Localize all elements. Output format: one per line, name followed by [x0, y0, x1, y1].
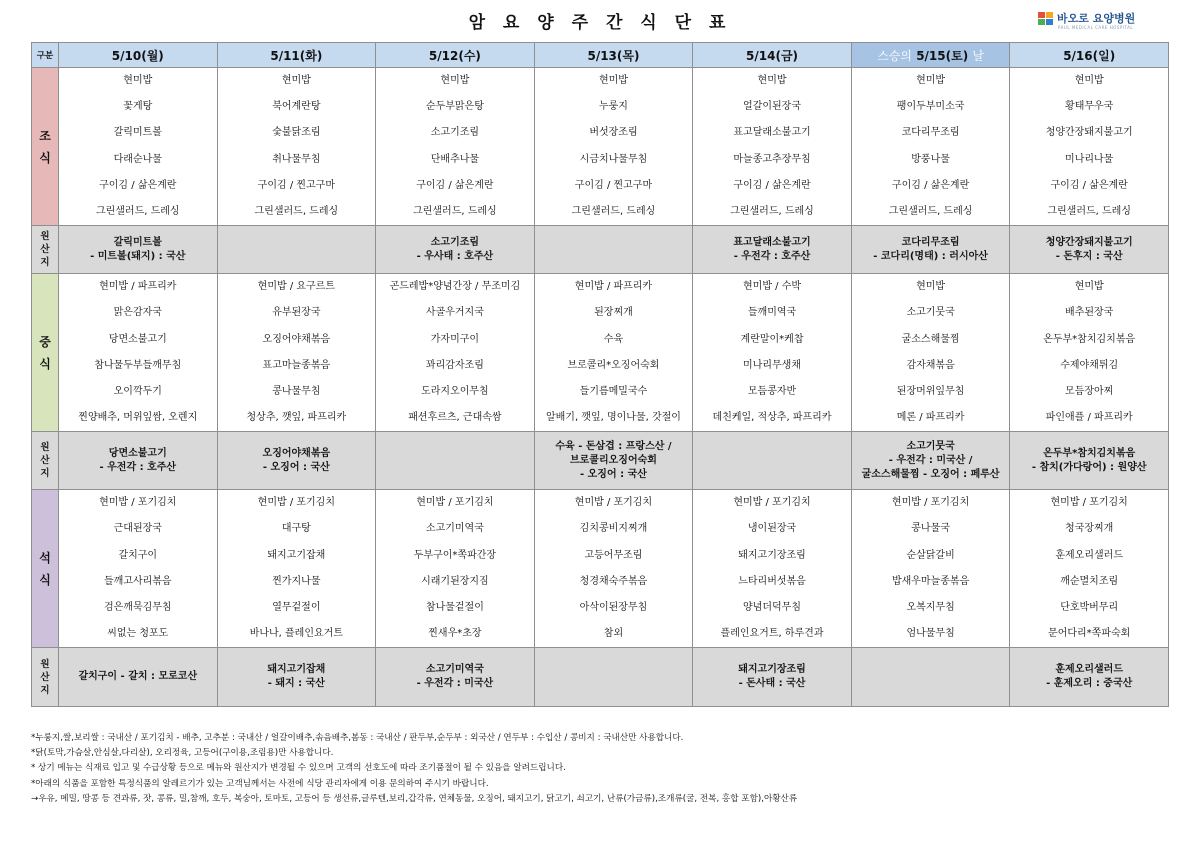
menu-item: 소고기조림	[430, 127, 480, 139]
meal-cell	[59, 490, 218, 648]
menu-item: 황태무우국	[1065, 101, 1114, 113]
menu-item: 검은깨묵김무침	[103, 602, 172, 613]
origin-row	[32, 432, 1169, 490]
menu-item: 그린샐러드, 드레싱	[95, 205, 180, 217]
menu-item: 청경채숙주볶음	[579, 575, 648, 587]
menu-item: 그린샐러드, 드레싱	[730, 205, 814, 217]
origin-cell	[851, 648, 1010, 707]
menu-item: 현미밥 / 파프리카	[574, 281, 653, 293]
menu-item: 구이김 / 찐고구마	[257, 179, 336, 191]
origin-cell: 온두부*참치김치볶음 - 참치(가다랑어) : 원양산	[1010, 432, 1169, 490]
menu-item: 소고기뭇국	[906, 307, 955, 319]
day-header: 5/12(수)	[376, 43, 535, 68]
menu-item: 패션후르츠, 근대속쌈	[408, 412, 502, 424]
menu-item: 굴소스해물찜	[901, 333, 960, 345]
origin-cell: 갈릭미트볼 - 미트볼(돼지) : 국산	[59, 226, 218, 274]
day-header-saturday	[851, 43, 1010, 68]
menu-item: 콩나물무침	[272, 385, 321, 397]
menu-item: 그린샐러드, 드레싱	[413, 205, 497, 217]
day-header: 5/10(월)	[59, 43, 218, 68]
origin-row	[32, 648, 1169, 707]
page-title: 암 요 양 주 간 식 단 표	[468, 13, 732, 33]
meal-row	[32, 274, 1169, 432]
meal-cell	[534, 490, 693, 648]
meal-cell	[851, 490, 1010, 648]
menu-item: 브로콜리*오징어숙회	[567, 359, 660, 371]
meal-cell	[534, 68, 693, 226]
menu-item: 다래순나물	[113, 153, 162, 165]
menu-item: 계란말이*케찹	[740, 333, 804, 345]
note-line: *아래의 식품을 포함한 특정식품의 알레르기가 있는 고객님께서는 사전에 식당 관리자에게 이용 문의하여 주시기 바랍니다.	[31, 778, 489, 789]
menu-item: 참나물두부들깨무침	[94, 359, 182, 371]
meal-cell	[693, 68, 852, 226]
origin-cell: 소고기조림 - 우사태 : 호주산	[376, 226, 535, 274]
menu-item: 숯불닭조림	[272, 127, 321, 139]
menu-item: 꽈리감자조림	[425, 359, 484, 371]
meal-cell	[693, 490, 852, 648]
hospital-logo	[1038, 10, 1135, 26]
meal-cell	[59, 274, 218, 432]
origin-cell: 소고기뭇국 - 우전각 : 미국산 / 굴소스해물찜 - 오징어 : 페루산	[851, 432, 1010, 490]
menu-item: 취나물무침	[272, 153, 321, 165]
meal-cell	[376, 490, 535, 648]
menu-item: 맑은감자국	[113, 307, 162, 319]
origin-cell: 소고기미역국 - 우전각 : 미국산	[376, 648, 535, 707]
logo-name: 바오로 요양병원	[1057, 12, 1136, 25]
meal-cell	[1010, 274, 1169, 432]
origin-cell: 오징어야채볶음 - 오징어 : 국산	[217, 432, 376, 490]
menu-item: 메론 / 파프리카	[896, 412, 965, 424]
menu-item: 그린샐러드, 드레싱	[1047, 205, 1131, 217]
note-line: *닭(토막,가슴살,안심살,다리살), 오리정육, 고등어(구이용,조림용)만 사용합니다.	[31, 748, 334, 759]
day-header-label: 5/15(토)	[916, 48, 969, 63]
menu-item: 현미밥	[916, 75, 946, 86]
menu-item: 구이김 / 삶은계란	[733, 179, 811, 191]
origin-label: 원 산 지	[32, 226, 59, 274]
menu-item: 그린샐러드, 드레싱	[888, 205, 973, 217]
menu-item: 구이김 / 삶은계란	[1050, 179, 1128, 191]
menu-item: 방풍나물	[911, 153, 950, 165]
header-row	[32, 43, 1169, 68]
menu-item: 열무겉절이	[272, 602, 321, 613]
menu-item: 엄나물무침	[906, 628, 955, 640]
teachers-day-right: 날	[972, 48, 984, 63]
menu-item: 버섯장조림	[589, 127, 638, 139]
menu-item: 가자미구이	[430, 333, 480, 345]
menu-item: 갈치구이	[118, 549, 158, 561]
menu-item: 오이깍두기	[113, 385, 162, 397]
origin-cell: 수육 - 돈삼겹 : 프랑스산 / 브로콜리오징어숙회 - 오징어 : 국산	[534, 432, 693, 490]
menu-item: 구이김 / 삶은계란	[99, 179, 177, 191]
weekly-menu-table	[31, 42, 1169, 707]
menu-item: 청상추, 깻잎, 파프리카	[246, 412, 347, 424]
meal-cell	[59, 68, 218, 226]
menu-item: 깨순멸치조림	[1060, 575, 1119, 587]
menu-item: 고등어무조림	[584, 549, 643, 561]
menu-item: 온두부*참치김치볶음	[1043, 333, 1136, 345]
menu-item: 그린샐러드, 드레싱	[571, 205, 656, 217]
origin-cell: 당면소불고기 - 우전각 : 호주산	[59, 432, 218, 490]
menu-item: 코다리무조림	[901, 127, 960, 139]
menu-item: 단호박버무리	[1060, 602, 1119, 613]
menu-item: 느타리버섯볶음	[738, 575, 806, 587]
meal-cell	[851, 274, 1010, 432]
menu-item: 현미밥 / 포기김치	[733, 497, 811, 509]
menu-item: 누룽지	[598, 101, 628, 113]
origin-row	[32, 226, 1169, 274]
menu-item: 플레인요거트, 하루견과	[720, 628, 824, 640]
menu-item: 사골우거지국	[425, 307, 484, 319]
meal-cell	[1010, 68, 1169, 226]
meal-category-label: 중 식	[32, 274, 59, 432]
menu-item: 콩나물국	[911, 523, 950, 535]
meal-category-label: 조 식	[32, 68, 59, 226]
menu-item: 냉이된장국	[747, 523, 797, 535]
menu-item: 현미밥 / 포기김치	[99, 497, 177, 509]
meal-cell	[217, 274, 376, 432]
menu-item: 된장머위잎무침	[896, 385, 965, 397]
menu-item: 청국장찌개	[1065, 523, 1114, 535]
origin-cell	[376, 432, 535, 490]
menu-item: 들깨미역국	[747, 307, 797, 319]
origin-cell	[534, 226, 693, 274]
day-header: 5/14(금)	[693, 43, 852, 68]
menu-item: 현미밥	[123, 75, 153, 86]
menu-item: 순두부맑은탕	[425, 101, 484, 113]
menu-item: 모듬콩자반	[747, 385, 797, 397]
menu-item: 현미밥 / 포기김치	[574, 497, 653, 509]
menu-item: 현미밥 / 포기김치	[1050, 497, 1128, 509]
menu-item: 데친케일, 적상추, 파프리카	[712, 412, 832, 424]
menu-item: 꽃게탕	[123, 101, 153, 113]
menu-item: 갈릭미트볼	[113, 127, 162, 139]
menu-item: 두부구이*쪽파간장	[413, 549, 497, 561]
corner-label: 구분	[32, 43, 59, 68]
menu-item: 찐양배추, 머위잎쌈, 오렌지	[78, 412, 198, 424]
day-header: 5/16(일)	[1010, 43, 1169, 68]
menu-item: 아삭이된장무침	[579, 602, 648, 613]
meal-category-label: 석 식	[32, 490, 59, 648]
menu-item: 밥새우마늘종볶음	[891, 575, 970, 587]
menu-item: 시금치나물무침	[579, 153, 648, 165]
menu-item: 유부된장국	[272, 307, 321, 319]
menu-item: 순살닭갈비	[906, 549, 955, 561]
logo-mark-icon	[1038, 12, 1053, 25]
menu-item: 도라지오이무침	[421, 385, 489, 397]
menu-item: 마늘종고추장무침	[733, 153, 811, 165]
menu-item: 단배추나물	[430, 153, 480, 165]
menu-item: 문어다리*쪽파숙회	[1048, 628, 1131, 640]
menu-item: 시래기된장지짐	[421, 575, 489, 587]
menu-item: 감자채볶음	[906, 359, 955, 371]
menu-item: 현미밥 / 포기김치	[416, 497, 494, 509]
teachers-day-left: 스승의	[877, 48, 912, 63]
menu-item: 얼갈이된장국	[743, 101, 802, 113]
menu-item: 돼지고기잡채	[267, 549, 326, 561]
menu-item: 현미밥	[916, 281, 946, 293]
note-line: *누룽지,쌀,보리쌀 : 국내산 / 포기김치 - 배추, 고추분 : 국내산 / 얼갈이배추,솎음배추,봄동 : 국내산 / 판두부,순두부 : 외국산 / 연두부 : 수입산 / 콩비지 : 국내산만 사용합니다.	[31, 733, 684, 743]
menu-item: 팽이두부미소국	[896, 101, 965, 113]
menu-item: 오복지무침	[906, 602, 955, 613]
meal-cell	[376, 68, 535, 226]
origin-cell: 돼지고기장조림 - 돈사태 : 국산	[693, 648, 852, 707]
origin-cell: 훈제오리샐러드 - 훈제오리 : 중국산	[1010, 648, 1169, 707]
meal-cell	[693, 274, 852, 432]
menu-item: 현미밥 / 포기김치	[257, 497, 336, 509]
menu-item: 현미밥	[440, 75, 470, 86]
origin-label: 원 산 지	[32, 648, 59, 707]
meal-cell	[217, 68, 376, 226]
origin-cell	[534, 648, 693, 707]
meal-cell	[534, 274, 693, 432]
menu-item: 참나물겉절이	[425, 602, 484, 613]
menu-item: 알배기, 깻잎, 명이나물, 갓절이	[545, 412, 681, 424]
menu-item: 수육	[603, 333, 624, 345]
origin-cell: 돼지고기잡채 - 돼지 : 국산	[217, 648, 376, 707]
meal-row	[32, 490, 1169, 648]
menu-item: 현미밥	[757, 75, 787, 86]
menu-item: 당면소불고기	[108, 333, 167, 345]
menu-item: 현미밥	[1074, 75, 1104, 86]
menu-item: 미나리나물	[1065, 153, 1114, 165]
menu-item: 참외	[603, 628, 624, 640]
menu-item: 수제야채튀김	[1060, 359, 1119, 371]
day-header: 5/11(화)	[217, 43, 376, 68]
menu-item: 모듬장아찌	[1065, 385, 1114, 397]
origin-cell: 청양간장돼지불고기 - 돈후지 : 국산	[1010, 226, 1169, 274]
menu-item: 현미밥 / 포기김치	[891, 497, 970, 509]
menu-item: 표고달래소불고기	[733, 127, 811, 139]
menu-item: 대구탕	[281, 523, 311, 535]
menu-item: 북어계란탕	[272, 101, 321, 113]
menu-item: 미나리무생채	[743, 359, 802, 371]
note-line: →우유, 메밀, 땅콩 등 견과류, 잣, 콩류, 밀,참깨, 호두, 복숭아, 토마토, 고등어 등 생선류,글루텐,보리,갑각류, 연체동물, 오징어, 돼지고기, 닭고기, 쇠고기, 난류(가금류),조개류(굴, 전복, 홍합 포함),아황산류	[31, 793, 798, 804]
menu-item: 현미밥	[598, 75, 628, 86]
menu-item: 된장찌개	[594, 307, 633, 319]
day-header: 5/13(목)	[534, 43, 693, 68]
menu-item: 양념더덕무침	[743, 602, 802, 613]
menu-item: 현미밥 / 요구르트	[257, 281, 336, 293]
meal-row	[32, 68, 1169, 226]
logo-subtitle: PAUL MEDICAL CARE HOSPITAL	[1058, 25, 1134, 30]
menu-item: 배추된장국	[1065, 307, 1114, 319]
meal-cell	[851, 68, 1010, 226]
menu-item: 구이김 / 찐고구마	[574, 179, 653, 191]
menu-item: 찐새우*초장	[428, 628, 482, 640]
menu-item: 들기름메밀국수	[579, 385, 648, 397]
meal-cell	[376, 274, 535, 432]
menu-item: 현미밥 / 수박	[743, 281, 802, 293]
meal-cell	[217, 490, 376, 648]
menu-item: 현미밥	[1074, 281, 1104, 293]
menu-item: 현미밥 / 파프리카	[99, 281, 177, 293]
origin-cell	[217, 226, 376, 274]
menu-item: 근대된장국	[113, 523, 162, 535]
origin-cell	[693, 432, 852, 490]
note-line: * 상기 메뉴는 식재료 입고 및 수급상황 등으로 메뉴와 원산지가 변경될 수 있으며 고객의 선호도에 따라 조기품절이 될 수 있음을 알려드립니다.	[31, 763, 566, 774]
menu-item: 들깨고사리볶음	[103, 575, 172, 587]
menu-item: 오징어야채볶음	[262, 333, 331, 345]
menu-item: 바나나, 플레인요거트	[249, 628, 343, 640]
origin-cell: 코다리무조림 - 코다리(명태) : 러시아산	[851, 226, 1010, 274]
menu-item: 표고마늘종볶음	[262, 359, 331, 371]
menu-item: 소고기미역국	[425, 523, 484, 535]
menu-item: 구이김 / 삶은계란	[416, 179, 494, 191]
menu-item: 돼지고기장조림	[738, 549, 806, 561]
menu-item: 구이김 / 삶은계란	[891, 179, 970, 191]
menu-item: 파인애플 / 파프리카	[1045, 412, 1133, 424]
menu-item: 곤드레밥*양념간장 / 무조미김	[389, 281, 521, 293]
meal-cell	[1010, 490, 1169, 648]
menu-item: 현미밥	[281, 75, 311, 86]
menu-item: 훈제오리샐러드	[1055, 549, 1123, 561]
origin-label: 원 산 지	[32, 432, 59, 490]
menu-item: 찐가지나물	[272, 575, 321, 587]
menu-item: 청양간장돼지불고기	[1045, 127, 1133, 139]
origin-cell: 표고달래소불고기 - 우전각 : 호주산	[693, 226, 852, 274]
notes	[31, 731, 1171, 807]
origin-cell: 갈치구이 - 갈치 : 모로코산	[59, 648, 218, 707]
menu-item: 그린샐러드, 드레싱	[254, 205, 339, 217]
menu-item: 씨없는 청포도	[107, 628, 169, 640]
menu-item: 김치콩비지찌개	[579, 523, 648, 535]
